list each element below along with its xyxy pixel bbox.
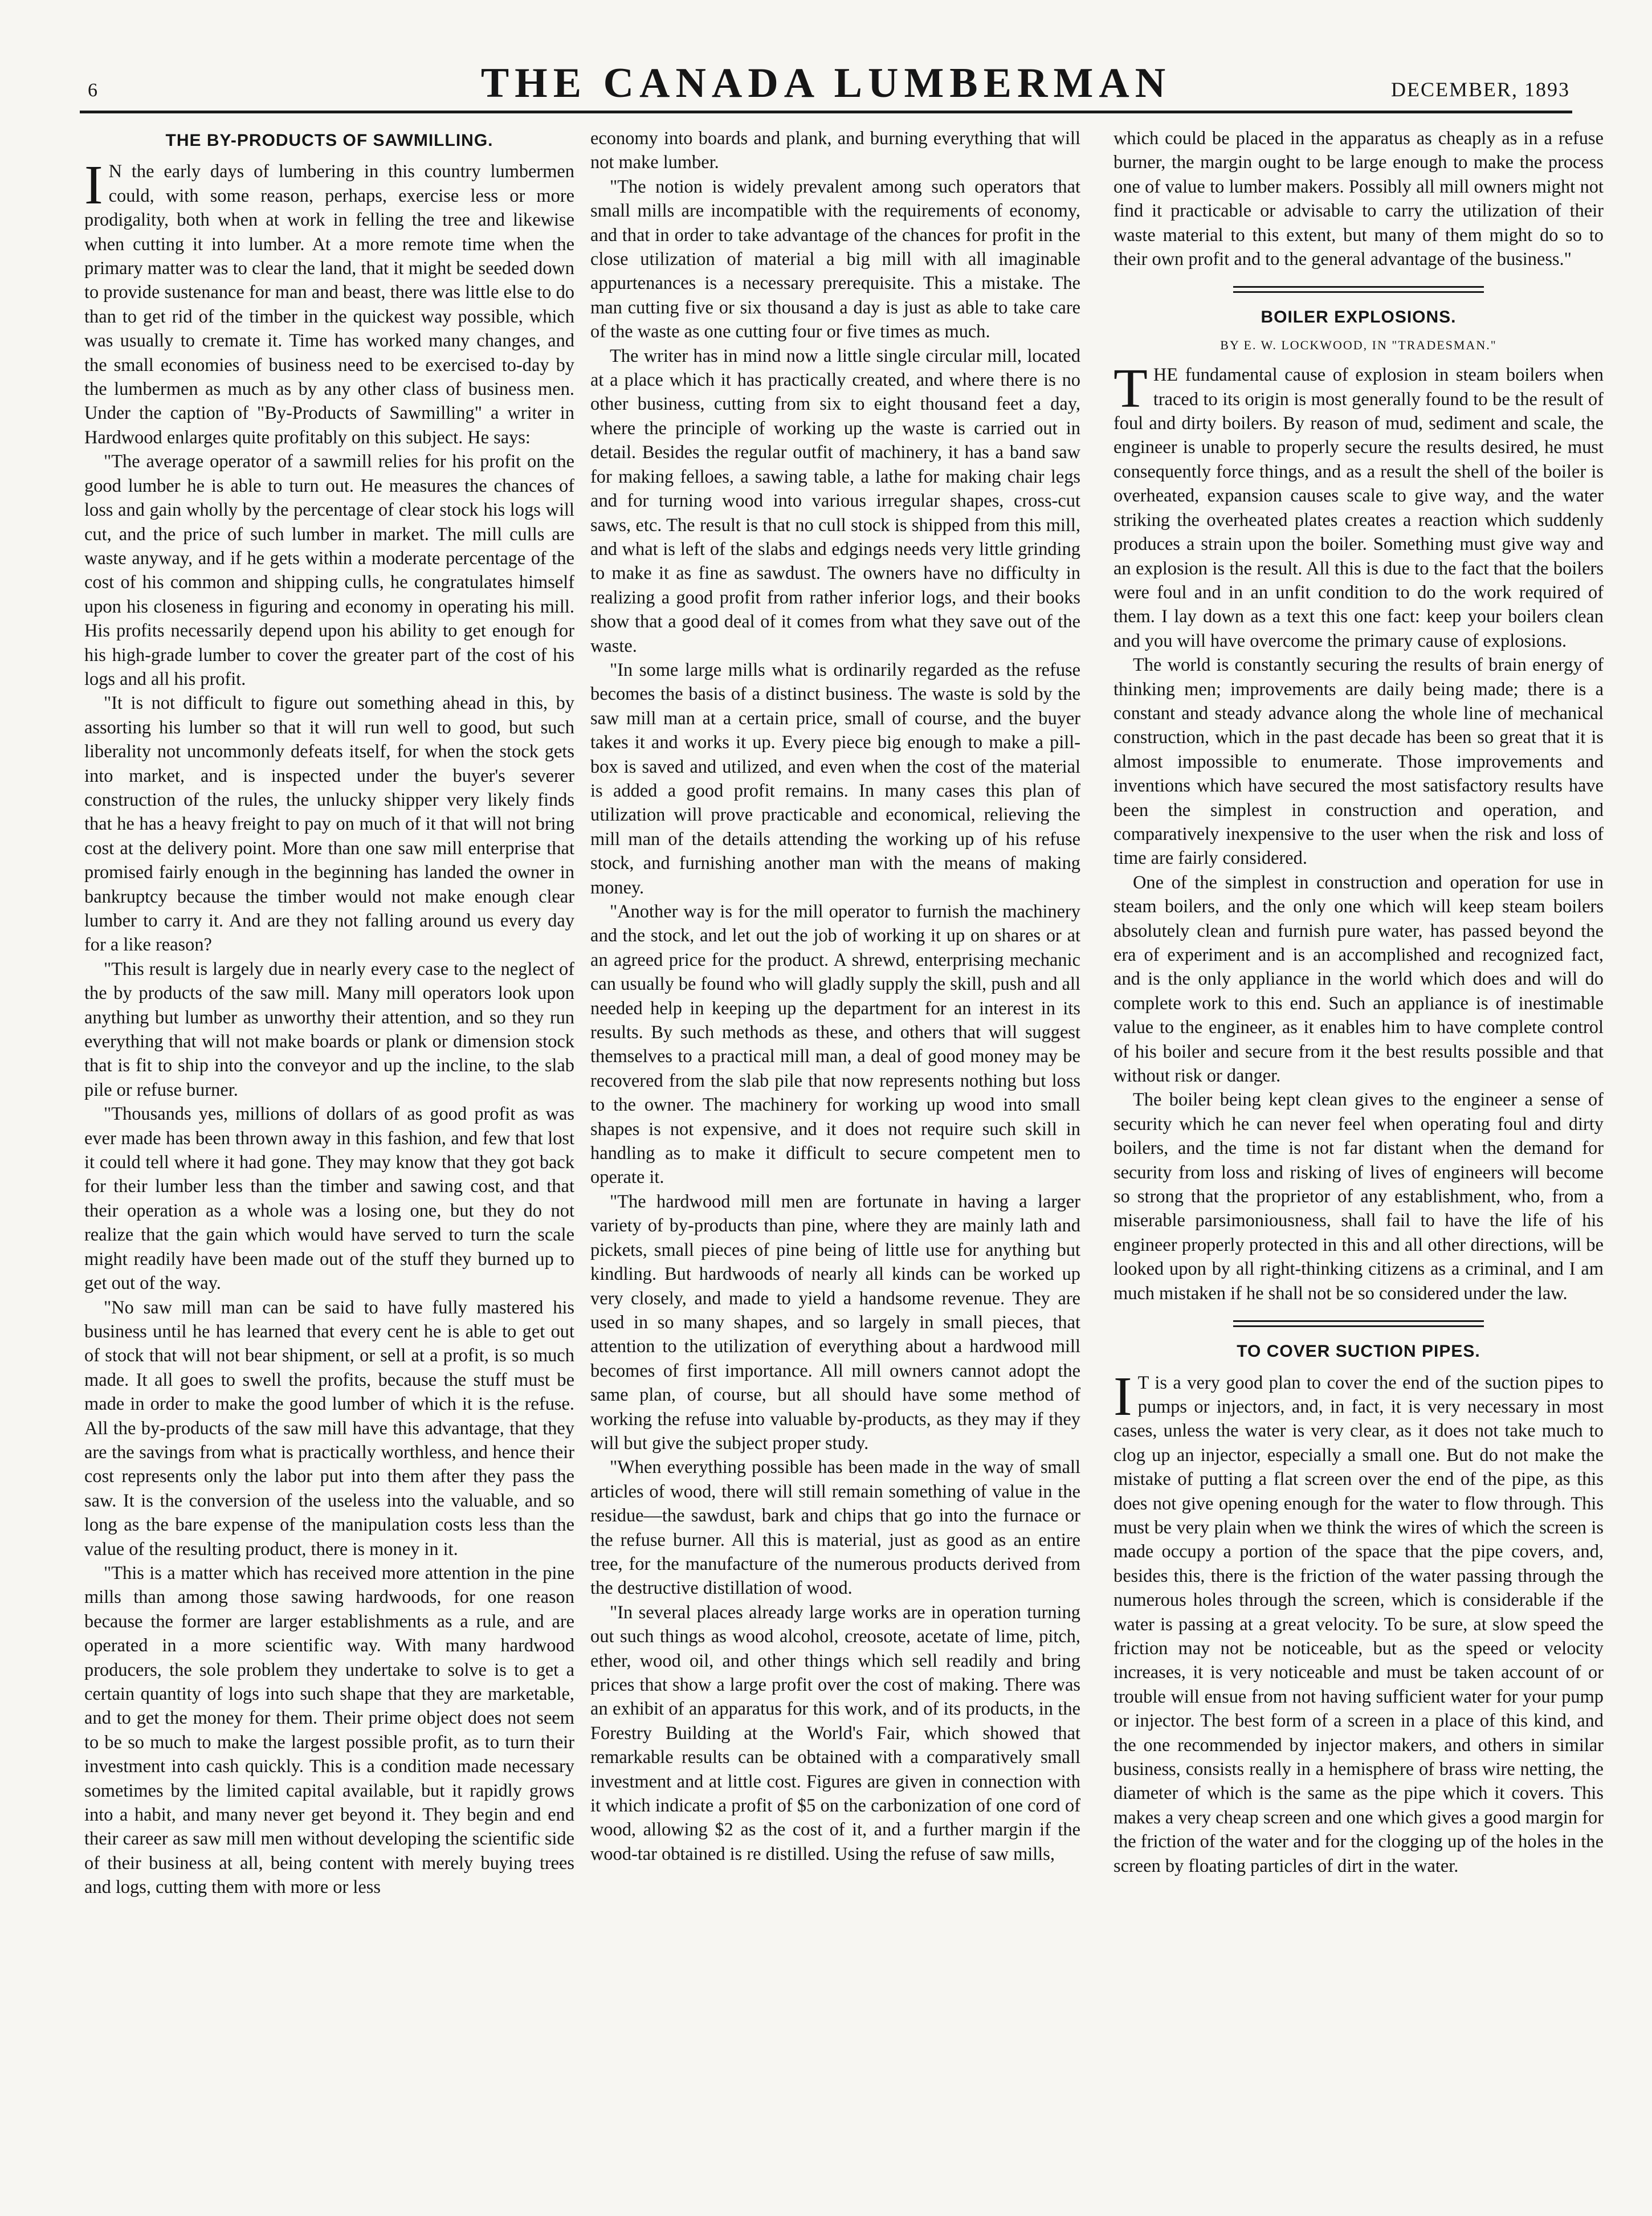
paragraph: "In some large mills what is ordinarily regarded as the refuse becomes the basis of a distinct business. The waste is sold by the saw mill man at a certain price, small of course, and the buyer takes it and works it up. Every piece big enough to make a pill-box is saved and utilized, and even when the cost of the material is added a good profit remains. In many cases this plan of utilization will prove practicable and economical, relieving the mill man of the details attending the working up of his refuse stock, and furnishing another man with the means of making money. xyxy=(590,659,1080,898)
paragraph: The boiler being kept clean gives to the engineer a sense of security which he can never feel when operating foul and dirty boilers, and the time is not far distant when the demand for security from loss and risking of lives of engineers will become so strong that the proprietor of any establishment, who, from a miserable parsimoniousness, shall fail to have the life of his engineer properly protected in this and all other directions, will be looked upon by all right-thinking citizens as a criminal, and I am much mistaken if he shall not be so considered under the law. xyxy=(1113,1089,1604,1304)
issue-date: DECEMBER, 1893 xyxy=(1390,78,1570,101)
paragraph: The world is constantly securing the results of brain energy of thinking men; improvements are daily being made; there is a constant and steady advance along the whole line of mechanical construction, which in the past decade has been so great that it is almost impossible to enumerate. Those improvements and inventions which have secured the most satisfactory results have been the simplest in construction and operation, and comparatively inexpensive to the user when the risk and loss of time are fairly considered. xyxy=(1113,655,1604,869)
article-title-boiler: BOILER EXPLOSIONS. xyxy=(1261,308,1457,327)
paragraph: "In several places already large works are in operation turning out such things as wood alcohol, creosote, acetate of lime, pitch, ether, wood oil, and other things which sell readily and bring prices that show a large profit over the cost of making. There was an exhibit of an apparatus for this work, and of its products, in the Forestry Building at the World's Fair, which showed that remarkable results can be obtained with a comparatively small investment and at little cost. Figures are given in connection with it which indicate a profit of $5 on the carbonization of one cord of wood, allowing $2 as the cost of it, and a further margin if the wood-tar obtained is re distilled. Using the refuse of saw mills, xyxy=(590,1602,1080,1864)
drop-cap: T xyxy=(1113,358,1148,420)
paragraph: "This result is largely due in nearly every case to the neglect of the by products of the saw mill. Many mill operators look upon anything but lumber as unworthy their attention, and so they run everything that will not make boards or plank or dimension stock that is fit to ship into the conveyor and up the incline, to the slab pile or refuse burner. xyxy=(84,958,574,1100)
paragraph xyxy=(1113,1365,1604,1879)
article-title-suction: TO COVER SUCTION PIPES. xyxy=(1237,1342,1480,1361)
paragraph: One of the simplest in construction and operation for use in steam boilers, and the only one which will keep steam boilers absolutely clean and furnish pure water, has passed beyond the era of experiment and is an accomplished and recognized fact, and is the only appliance in the world which does and will do complete work to this end. Such an appliance is of inestimable value to the engineer, as it enables him to have complete control of his boiler and secure from it the best results possible and that without risk or danger. xyxy=(1113,872,1604,1087)
column-3 xyxy=(1113,126,1604,2178)
article-title-byproducts: THE BY-PRODUCTS OF SAWMILLING. xyxy=(165,131,493,150)
paragraph: "Thousands yes, millions of dollars of as good profit as was ever made has been thrown away in this fashion, and few that lost it could tell where it had gone. They may know that they got back for their lumber less than the timber and sawing cost, and that their operation as a whole was a losing one, but they do not realize that the gain which would have served to turn the scale might readily have been made out of the stuff they burned up to get out of the way. xyxy=(84,1104,574,1294)
newspaper-title: THE CANADA LUMBERMAN xyxy=(480,60,1172,107)
paragraph: "The notion is widely prevalent among such operators that small mills are incompatible with the requirements of economy, and that in order to take advantage of the chances for profit in the close utilization of material a big mill with all imaginable appurtenances is a necessary prerequisite. This a mistake. The man cutting five or six thousand a day is just as able to take care of the waste as one cutting four or five times as much. xyxy=(590,176,1080,342)
paragraph: "The average operator of a sawmill relies for his profit on the good lumber he is able to turn out. He measures the chances of loss and gain wholly by the percentage of clear stock his logs will cut, and the price of such lumber in market. The mill culls are waste anyway, and if he gets within a moderate percentage of the cost of his common and shipping culls, he congratulates himself upon his closeness in figuring and economy in operating his mill. His profits necessarily depend upon his ability to get enough for his high-grade lumber to cover the greater part of the cost of his logs and all his profit. xyxy=(84,451,574,689)
paragraph-text: HE fundamental cause of explosion in steam boilers when traced to its origin is most generally found to be the result of foul and dirty boilers. By reason of mud, sediment and scale, the engineer is unable to properly secure the results desired, he must consequently force things, and as a result the shell of the boiler is overheated, expansion causes scale to give way, and the water striking the overheated plates creates a reaction which suddenly produces a strain upon the boiler. Something must give way and an explosion is the result. All this is due to the fact that the boilers were foul and in an unfit condition to do the work required of them. I lay down as a text this one fact: keep your boilers clean and you will have overcome the primary cause of explosions. xyxy=(1113,365,1604,651)
paragraph xyxy=(1113,358,1604,653)
paragraph-continued: economy into boards and plank, and burning everything that will not make lumber. xyxy=(590,128,1080,173)
paragraph-continued: which could be placed in the apparatus as cheaply as in a refuse burner, the margin ought to be large enough to make the process one of value to lumber makers. Possibly all mill owners might not find it practicable or advisable to carry the utilization of their waste material to this extent, but many of them might do so to their own profit and to the general advantage of the business." xyxy=(1113,128,1604,270)
paragraph xyxy=(84,154,574,450)
paragraph-text: N the early days of lumbering in this country lumbermen could, with some reason, perhaps, exercise less or more prodigality, both when at work in felling the tree and likewise when cutting it into lumber. At a more remote time when the primary matter was to clear the land, that it might be seeded down to provide sustenance for man and beast, there was little else to do than to get rid of the timber in the quickest way possible, which was usually to cremate it. Time has worked many changes, and the small economies of business need to be exercised to-day by the lumbermen as much as by any other class of business men. Under the caption of "By-Products of Sawmilling" a writer in Hardwood enlarges quite profitably on this subject. He says: xyxy=(84,161,574,448)
column-1 xyxy=(84,126,574,2178)
article-separator xyxy=(1233,1320,1484,1327)
drop-cap: I xyxy=(1113,1365,1132,1427)
page-number: 6 xyxy=(88,80,97,101)
drop-cap: I xyxy=(84,154,103,217)
paragraph: "It is not difficult to figure out something ahead in this, by assorting his lumber so that it will run well to good, but such liberality not uncommonly defeats itself, for when the stock gets into market, and is inspected under the buyer's severer construction of the rules, the unlucky shipper very likely finds that he has a heavy freight to pay on much of it that will not bring cost at the delivery point. More than one saw mill enterprise that promised fairly enough in the beginning has landed the owner in bankruptcy because the timber would not make enough clear lumber to carry it. And are they not falling around us every day for a like reason? xyxy=(84,693,574,956)
paragraph: "This is a matter which has received more attention in the pine mills than among those sawing hardwoods, for one reason because the former are larger establishments as a rule, and are operated in a more scientific way. With many hardwood producers, the sole problem they undertake to solve is to get a certain quantity of logs into such shape that they are marketable, and to get the money for them. Their prime object does not seem to be so much to make the largest possible profit, as to turn their investment into cash quickly. This is a condition made necessary sometimes by the limited capital available, but it rapidly grows into a habit, and many never get beyond it. They begin and end their career as saw mill men without developing the scientific side of their business at all, being content with merely buying trees and logs, cutting them with more or less xyxy=(84,1562,574,1898)
paragraph-text: T is a very good plan to cover the end of the suction pipes to pumps or injectors, and, in fact, it is very necessary in most cases, unless the water is very clear, as it does not take much to clog up an injector, especially a small one. But do not make the mistake of putting a flat screen over the end of the pipe, as this does not give opening enough for the water to flow through. This must be very plain when we think the wires of which the screen is made occupy a portion of the space that the pipe covers, and, besides this, there is the friction of the water passing through the numerous holes through the screen, which is considerable if the water is passing at a great velocity. To be sure, at slow speed the friction may not be noticeable, but as the speed or velocity increases, it is very noticeable and must be taken account of or trouble will ensue from not having sufficient water for your pump or injector. The best form of a screen in a place of this kind, and the one recommended by injector makers, and others in similar business, consists really in a hemisphere of brass wire netting, the diameter of which is the same as the pipe which it covers. This makes a very cheap screen and one which gives a good margin for the friction of the water and for the clogging up of the holes in the screen by floating particles of dirt in the water. xyxy=(1113,1372,1604,1876)
byline: BY E. W. LOCKWOOD, IN "TRADESMAN." xyxy=(1220,337,1497,352)
paragraph: "Another way is for the mill operator to furnish the machinery and the stock, and let out the job of working it up on shares or at an agreed price for the product. A shrewd, enterprising mechanic can usually be found who will gladly supply the skill, push and all needed help in keeping up the department for an interest in its results. By such methods as these, and others that will suggest themselves to a practical mill man, a deal of good money may be recovered from the slab pile that now represents nothing but loss to the owner. The machinery for working up wood into small shapes is not expensive, and it does not require such skill in handling as to make it difficult to secure competent men to operate it. xyxy=(590,901,1080,1188)
article-separator xyxy=(1233,286,1484,293)
masthead-rule xyxy=(80,111,1572,113)
paragraph: "No saw mill man can be said to have fully mastered his business until he has learned that every cent he is able to get out of stock that will not bear shipment, or sell at a profit, is so much made. It all goes to swell the profits, because the stuff must be made in order to make the good lumber of which it is the refuse. All the by-products of the saw mill have this advantage, that they are the savings from what is practically worthless, and hence their cost represents only the labor put into them after they pass the saw. It is the conversion of the useless into the valuable, and so long as the bare expense of the manipulation costs less than the value of the resulting product, there is money in it. xyxy=(84,1297,574,1560)
paragraph: The writer has in mind now a little single circular mill, located at a place which it has practically created, and where there is no other business, cutting from six to eight thousand feet a day, where the principle of working up the waste is carried out in detail. Besides the regular outfit of machinery, it has a band saw for making felloes, a sawing table, a lathe for making chair legs and for turning wood into various irregular shapes, cross-cut saws, etc. The result is that no cull stock is shipped from this mill, and what is left of the slabs and edgings needs very little grinding to make it as fine as sawdust. The owners have no difficulty in realizing a good profit from rather inferior logs, and their books show that a good deal of it comes from what they save out of the waste. xyxy=(590,345,1080,656)
column-2 xyxy=(590,126,1080,2178)
paragraph: "The hardwood mill men are fortunate in having a larger variety of by-products than pine, where they are mainly lath and pickets, small pieces of pine being of little use for anything but kindling. But hardwoods of nearly all kinds can be worked up very closely, and made to yield a handsome revenue. They are used in so many shapes, and so largely in small pieces, that attention to the utilization of everything about a hardwood mill becomes of first importance. All mill owners cannot adopt the same plan, of course, but all should have some method of working the refuse into valuable by-products, as they may if they will but give the subject proper study. xyxy=(590,1191,1080,1454)
masthead xyxy=(80,55,1572,106)
paragraph: "When everything possible has been made in the way of small articles of wood, there will still remain something of value in the residue—the sawdust, bark and chips that go into the furnace or the refuse burner. All this is material, just as good as an entire tree, for the manufacture of the numerous products derived from the destructive distillation of wood. xyxy=(590,1457,1080,1599)
